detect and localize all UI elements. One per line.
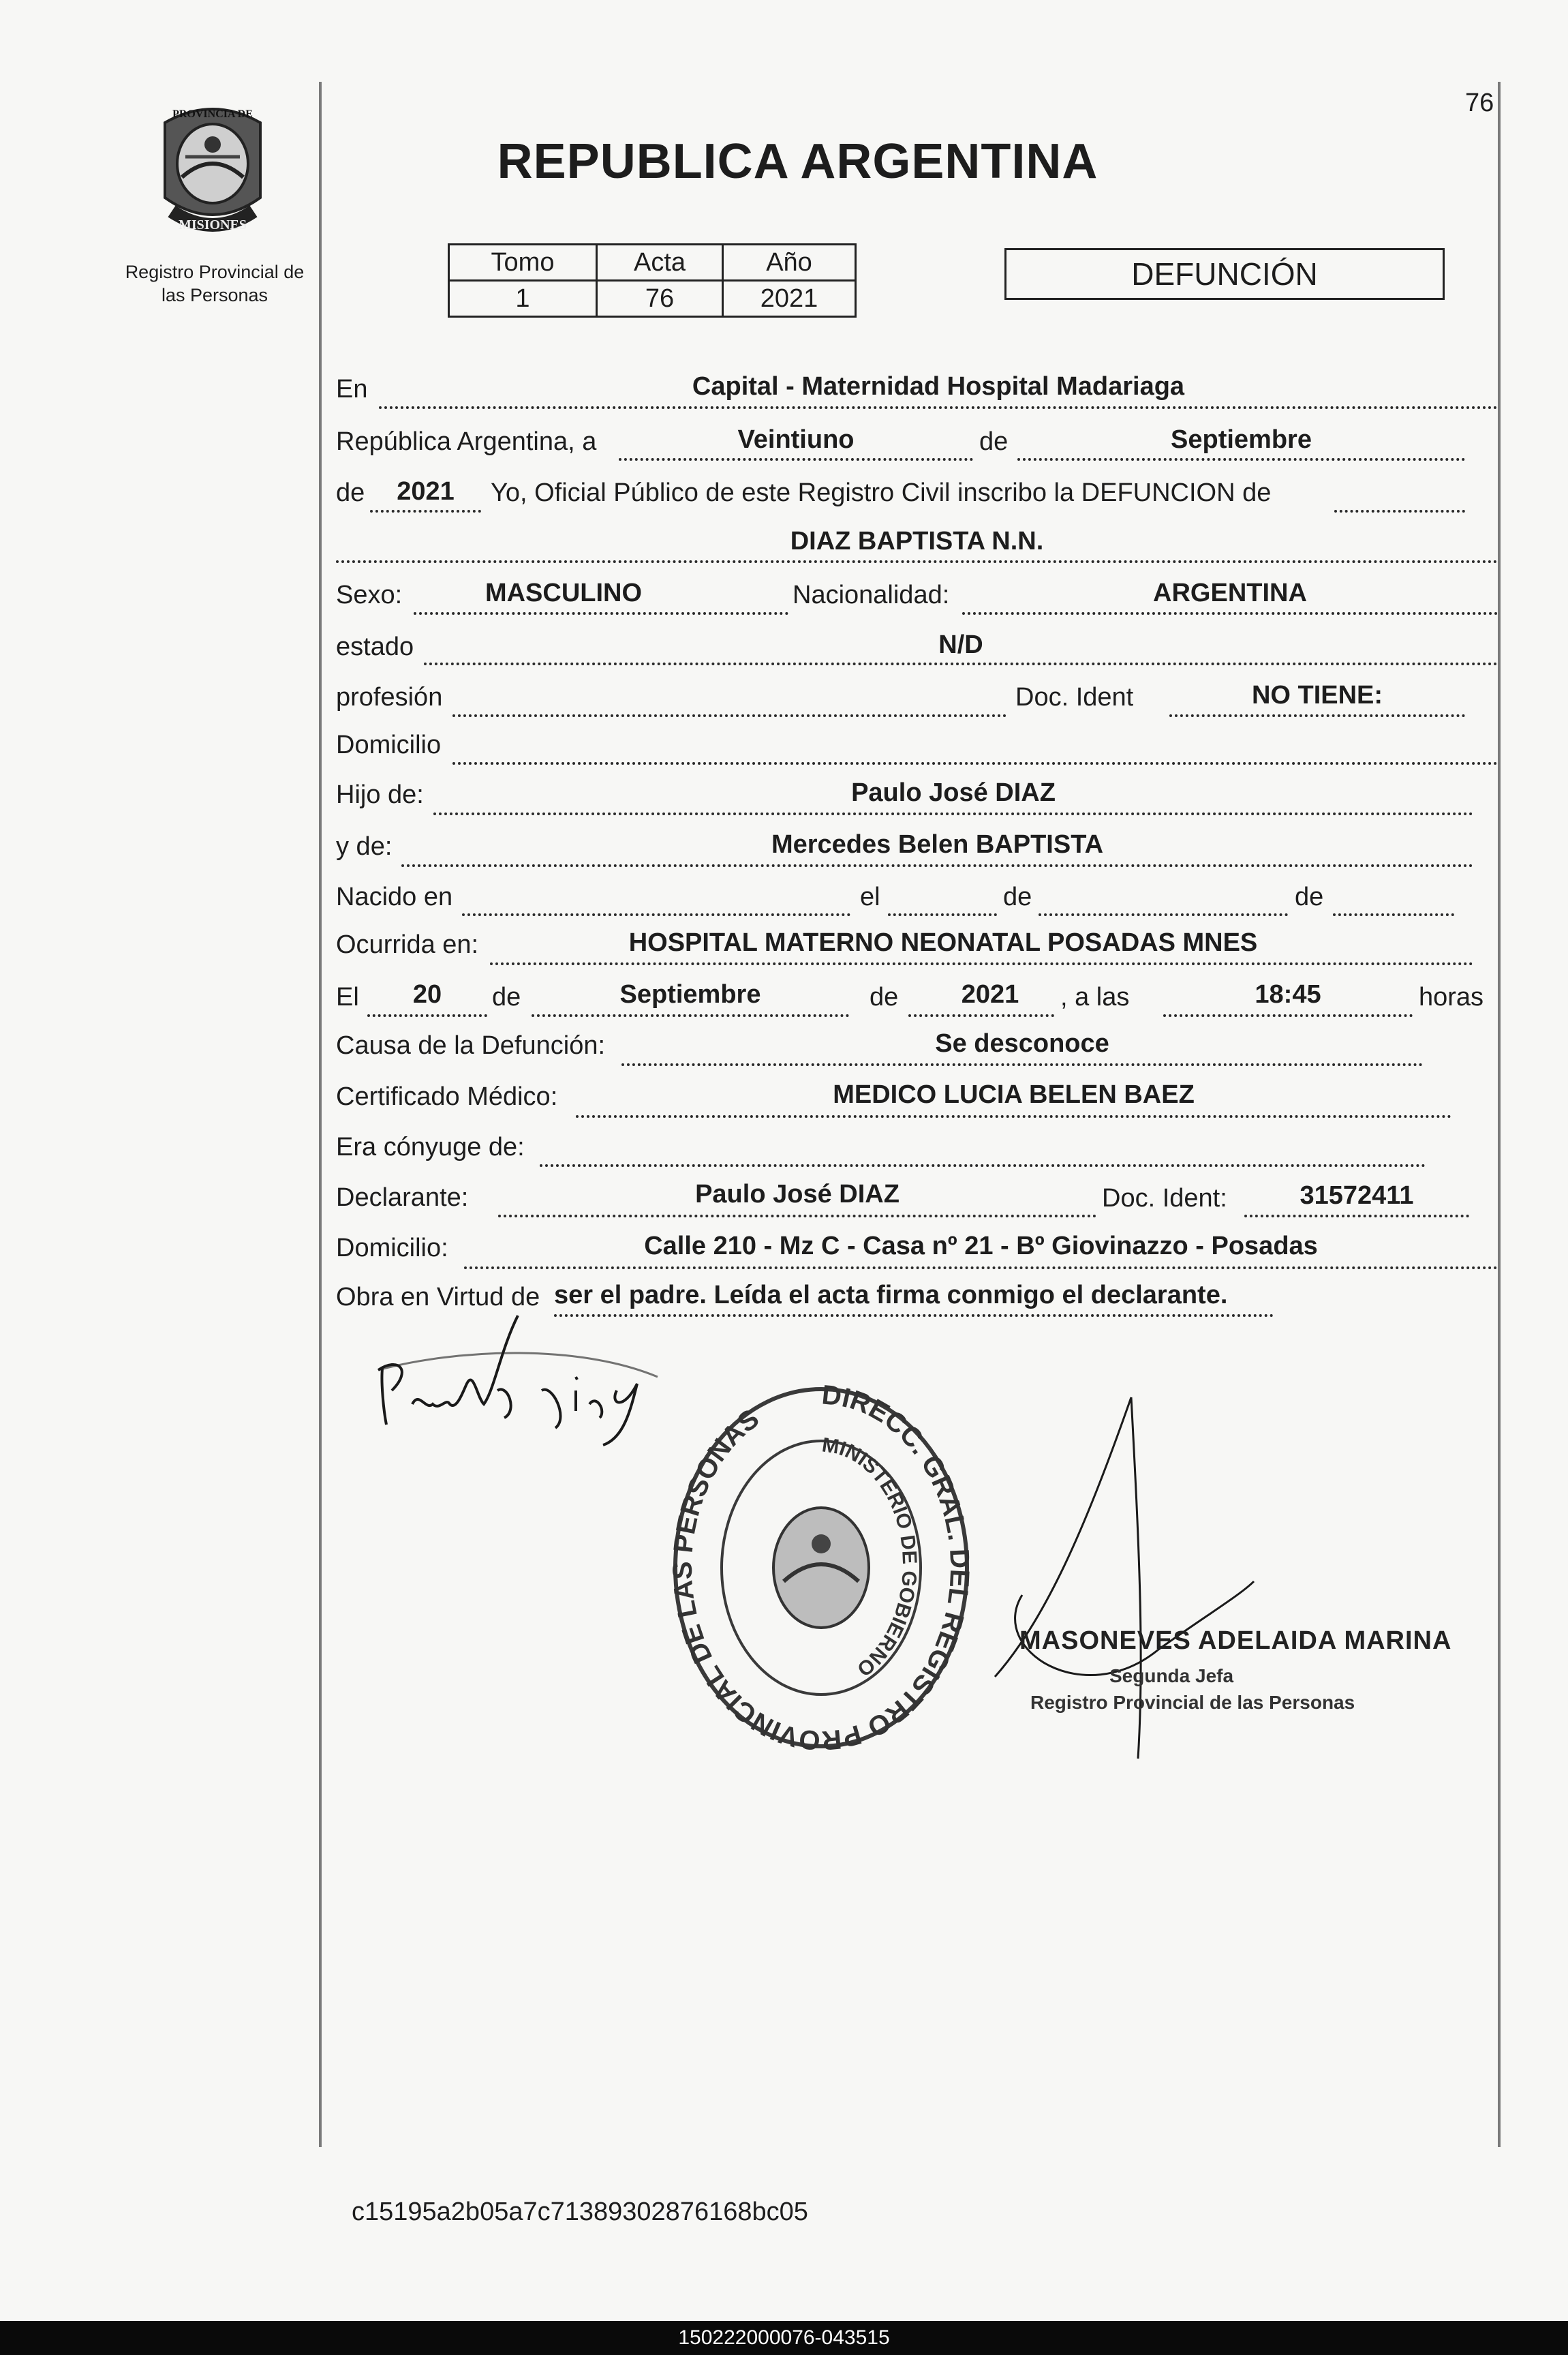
doc-ident-label: Doc. Ident	[1015, 683, 1134, 712]
deceased-dotted-line	[336, 560, 1498, 563]
record-table-header	[449, 245, 856, 281]
estado-dotted-line	[424, 663, 1498, 665]
year-value: 2021	[397, 477, 455, 506]
nacionalidad-label: Nacionalidad:	[793, 581, 950, 609]
death-de-label-2: de	[870, 983, 899, 1012]
certificado-label: Certificado Médico:	[336, 1082, 558, 1111]
official-office: Registro Provincial de las Personas	[1030, 1692, 1355, 1713]
ocurrida-value: HOSPITAL MATERNO NEONATAL POSADAS MNES	[628, 928, 1258, 957]
en-label: En	[336, 375, 368, 404]
declarante-label: Declarante:	[336, 1183, 469, 1212]
registry-seal	[664, 1377, 978, 1759]
mother-value: Mercedes Belen BAPTISTA	[771, 830, 1104, 859]
ocurrida-label: Ocurrida en:	[336, 930, 479, 959]
official-title: Segunda Jefa	[1109, 1665, 1234, 1686]
sexo-dotted-line	[414, 612, 788, 615]
a-las-label: , a las	[1060, 983, 1130, 1012]
declarante-domicilio-label: Domicilio:	[336, 1234, 448, 1262]
sexo-value: MASCULINO	[485, 579, 643, 607]
declarante-doc-value: 31572411	[1300, 1181, 1414, 1210]
causa-value: Se desconoce	[935, 1029, 1109, 1058]
nacido-el-label: el	[860, 883, 880, 911]
issuer-line-1: Registro Provincial de	[125, 262, 305, 282]
obra-label: Obra en Virtud de	[336, 1283, 540, 1311]
estado-value: N/D	[938, 630, 983, 659]
nacido-month-dotted-line	[1039, 913, 1288, 916]
certificado-dotted-line	[576, 1115, 1451, 1118]
acta-value: 76	[597, 281, 723, 317]
conyuge-dotted-line	[540, 1164, 1426, 1167]
document-hash: c15195a2b05a7c71389302876168bc05	[352, 2198, 808, 2226]
de-label-2: de	[336, 478, 365, 507]
death-time-dotted-line	[1163, 1014, 1413, 1017]
death-year-value: 2021	[961, 980, 1019, 1009]
year-dotted-line	[370, 510, 481, 513]
issuer-line-2: las Personas	[161, 285, 268, 305]
left-margin-line	[319, 82, 322, 2147]
sexo-label: Sexo:	[336, 581, 403, 609]
republica-label: República Argentina, a	[336, 427, 597, 456]
declarant-signature	[371, 1309, 664, 1472]
seal-outer-text: DIRECC. GRAL. DEL REGISTRO PROVINCIAL DE LAS PERSONAS	[667, 1380, 975, 1756]
anio-value: 2021	[723, 281, 856, 317]
day-dotted-line	[619, 458, 973, 461]
record-table-values	[449, 281, 856, 317]
death-month-value: Septiembre	[619, 980, 761, 1009]
declarante-dotted-line	[498, 1215, 1096, 1217]
death-month-dotted-line	[532, 1014, 849, 1017]
estado-label: estado	[336, 633, 414, 661]
causa-label: Causa de la Defunción:	[336, 1031, 606, 1060]
document-type-box: DEFUNCIÓN	[1004, 248, 1445, 300]
hijo-de-label: Hijo de:	[336, 780, 424, 809]
page-title: REPUBLICA ARGENTINA	[497, 134, 1098, 189]
nacido-day-dotted-line	[888, 913, 997, 916]
obra-value: ser el padre. Leída el acta firma conmigo el declarante.	[554, 1281, 1228, 1309]
nacionalidad-value: ARGENTINA	[1153, 579, 1307, 607]
anio-header: Año	[723, 245, 856, 281]
day-words-value: Veintiuno	[737, 425, 855, 454]
death-day-dotted-line	[367, 1014, 487, 1017]
deceased-name-value: DIAZ BAPTISTA N.N.	[790, 527, 1044, 556]
causa-dotted-line	[621, 1063, 1423, 1066]
tomo-value: 1	[449, 281, 597, 317]
doc-ident-value: NO TIENE:	[1251, 681, 1383, 710]
nacido-de-label-1: de	[1003, 883, 1032, 911]
nacido-en-label: Nacido en	[336, 883, 453, 911]
doc-ident-dotted-line	[1169, 714, 1465, 717]
ocurrida-dotted-line	[490, 962, 1473, 965]
seal-inner-text: MINISTERIO DE GOBIERNO	[820, 1433, 921, 1681]
death-de-label-1: de	[492, 983, 521, 1012]
profesion-dotted-line	[452, 714, 1006, 717]
en-value: Capital - Maternidad Hospital Madariaga	[692, 372, 1185, 401]
official-signature	[981, 1391, 1267, 1772]
nacido-dotted-line	[462, 913, 850, 916]
acta-header: Acta	[597, 245, 723, 281]
inscribo-text: Yo, Oficial Público de este Registro Civil inscribo la DEFUNCION de	[491, 478, 1272, 507]
nacido-year-dotted-line	[1333, 913, 1454, 916]
death-year-dotted-line	[908, 1014, 1054, 1017]
logo-text-top: PROVINCIA DE	[172, 108, 253, 120]
inscribo-dotted-line	[1334, 510, 1465, 513]
death-time-value: 18:45	[1255, 980, 1321, 1009]
month-dotted-line	[1017, 458, 1465, 461]
father-value: Paulo José DIAZ	[851, 778, 1056, 807]
right-margin-line	[1498, 82, 1501, 2147]
declarante-doc-dotted-line	[1244, 1215, 1469, 1217]
official-name: MASONEVES ADELAIDA MARINA	[1019, 1626, 1452, 1655]
mother-dotted-line	[401, 864, 1473, 867]
issuer-name	[102, 260, 327, 307]
logo-text-bottom: MISIONES	[178, 217, 247, 232]
record-table	[448, 243, 857, 318]
conyuge-label: Era cónyuge de:	[336, 1133, 525, 1161]
declarante-doc-label: Doc. Ident:	[1102, 1184, 1227, 1213]
declarante-value: Paulo José DIAZ	[695, 1180, 900, 1209]
domicilio-label: Domicilio	[336, 731, 442, 759]
de-label-1: de	[979, 427, 1009, 456]
declarante-domicilio-dotted-line	[464, 1266, 1498, 1269]
declarante-domicilio-value: Calle 210 - Mz C - Casa nº 21 - Bº Giovinazzo - Posadas	[644, 1232, 1318, 1260]
y-de-label: y de:	[336, 832, 393, 861]
certificado-value: MEDICO LUCIA BELEN BAEZ	[833, 1080, 1195, 1109]
father-dotted-line	[433, 812, 1473, 815]
profesion-label: profesión	[336, 683, 443, 712]
el-label: El	[336, 983, 359, 1012]
domicilio-dotted-line	[452, 762, 1498, 765]
death-day-value: 20	[412, 980, 442, 1009]
nacido-de-label-2: de	[1295, 883, 1324, 911]
page-number: 76	[1465, 89, 1494, 117]
month-value: Septiembre	[1171, 425, 1312, 454]
en-dotted-line	[379, 406, 1498, 409]
barcode-footer: 150222000076-043515	[0, 2321, 1568, 2355]
nacionalidad-dotted-line	[962, 612, 1498, 615]
tomo-header: Tomo	[449, 245, 597, 281]
horas-label: horas	[1419, 983, 1484, 1012]
